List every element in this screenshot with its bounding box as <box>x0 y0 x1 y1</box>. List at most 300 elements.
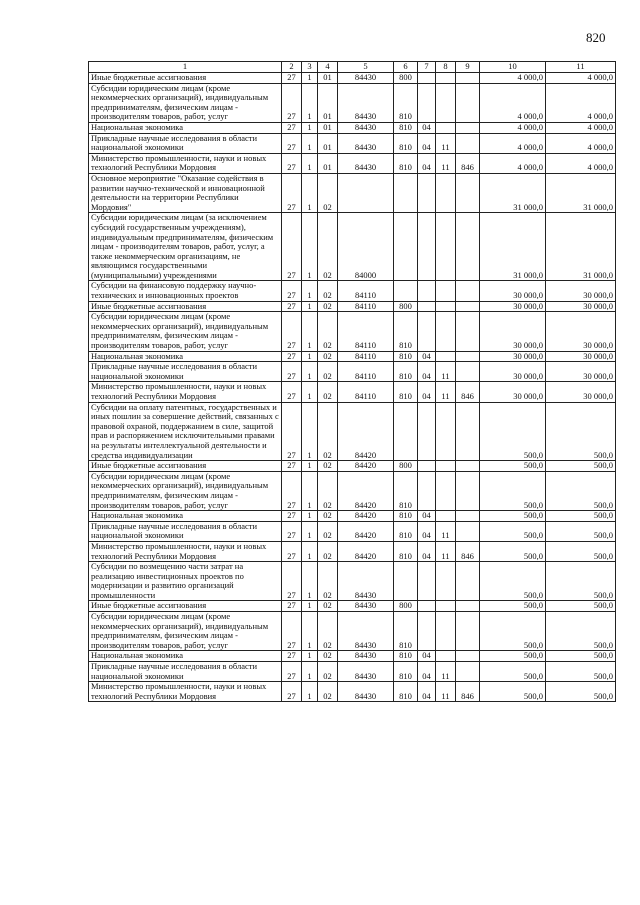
table-row <box>89 133 616 153</box>
code-cell: 1 <box>302 153 318 173</box>
amount-cell: 4 000,0 <box>546 122 616 133</box>
code-cell: 04 <box>418 382 436 402</box>
code-cell: 800 <box>394 601 418 612</box>
row-name-cell: Прикладные научные исследования в области национальной экономики <box>89 521 282 541</box>
amount-cell: 30 000,0 <box>480 301 546 312</box>
code-cell <box>418 461 436 472</box>
code-cell: 800 <box>394 73 418 84</box>
code-cell: 810 <box>394 682 418 702</box>
column-header: 5 <box>338 62 394 73</box>
code-cell <box>436 213 456 281</box>
row-name-cell: Национальная экономика <box>89 651 282 662</box>
code-cell: 1 <box>302 461 318 472</box>
code-cell: 02 <box>318 402 338 461</box>
code-cell: 01 <box>318 133 338 153</box>
code-cell: 810 <box>394 521 418 541</box>
code-cell: 01 <box>318 83 338 122</box>
table-row <box>89 521 616 541</box>
code-cell: 1 <box>302 122 318 133</box>
code-cell: 27 <box>282 521 302 541</box>
column-header: 1 <box>89 62 282 73</box>
code-cell: 846 <box>456 153 480 173</box>
code-cell <box>418 612 436 651</box>
column-header: 9 <box>456 62 480 73</box>
row-name-cell: Министерство промышленности, науки и новых технологий Республики Мордовия <box>89 153 282 173</box>
code-cell: 04 <box>418 153 436 173</box>
code-cell <box>418 471 436 510</box>
code-cell: 810 <box>394 541 418 561</box>
amount-cell: 500,0 <box>480 402 546 461</box>
code-cell: 1 <box>302 173 318 212</box>
code-cell: 1 <box>302 73 318 84</box>
amount-cell: 30 000,0 <box>480 351 546 362</box>
row-name-cell: Прикладные научные исследования в области национальной экономики <box>89 133 282 153</box>
code-cell: 27 <box>282 213 302 281</box>
column-header: 10 <box>480 62 546 73</box>
table-row <box>89 651 616 662</box>
amount-cell: 500,0 <box>546 511 616 522</box>
code-cell <box>418 601 436 612</box>
amount-cell: 4 000,0 <box>480 133 546 153</box>
code-cell: 02 <box>318 601 338 612</box>
row-name-cell: Иные бюджетные ассигнования <box>89 301 282 312</box>
row-name-cell: Основное мероприятие "Оказание содействия в развитии научно-технической и инновационной деятельности на территории Республики Мордовия" <box>89 173 282 212</box>
code-cell: 846 <box>456 382 480 402</box>
amount-cell: 30 000,0 <box>546 351 616 362</box>
amount-cell: 4 000,0 <box>480 73 546 84</box>
code-cell <box>456 471 480 510</box>
code-cell: 1 <box>302 402 318 461</box>
code-cell: 1 <box>302 213 318 281</box>
code-cell <box>418 312 436 351</box>
column-header: 11 <box>546 62 616 73</box>
code-cell: 810 <box>394 382 418 402</box>
table-row <box>89 612 616 651</box>
row-name-cell: Субсидии юридическим лицам (кроме некоммерческих организаций), индивидуальным предпринимателям, физическим лицам - производителям товаров, работ, услуг <box>89 612 282 651</box>
code-cell: 04 <box>418 521 436 541</box>
table-row <box>89 562 616 601</box>
code-cell: 84430 <box>338 651 394 662</box>
code-cell: 84420 <box>338 541 394 561</box>
code-cell: 11 <box>436 541 456 561</box>
row-name-cell: Субсидии юридическим лицам (кроме некоммерческих организаций), индивидуальным предпринимателям, физическим лицам - производителям товаров, работ, услуг <box>89 471 282 510</box>
code-cell: 04 <box>418 351 436 362</box>
code-cell <box>456 461 480 472</box>
row-name-cell: Субсидии юридическим лицам (за исключением субсидий государственным учреждениям), индивидуальным предпринимателям, физическим лицам - производителям товаров, работ, услуг, а также некоммерческим организациям, не являющимся государственными (муниципальными) учреждениями <box>89 213 282 281</box>
code-cell: 846 <box>456 541 480 561</box>
code-cell: 1 <box>302 301 318 312</box>
amount-cell: 4 000,0 <box>546 153 616 173</box>
row-name-cell: Прикладные научные исследования в области национальной экономики <box>89 362 282 382</box>
code-cell: 1 <box>302 133 318 153</box>
code-cell <box>418 73 436 84</box>
code-cell <box>456 173 480 212</box>
code-cell <box>456 562 480 601</box>
code-cell: 27 <box>282 662 302 682</box>
amount-cell: 500,0 <box>480 612 546 651</box>
code-cell: 27 <box>282 471 302 510</box>
header-row <box>89 62 616 73</box>
code-cell <box>456 73 480 84</box>
code-cell <box>436 612 456 651</box>
code-cell: 11 <box>436 682 456 702</box>
code-cell <box>418 301 436 312</box>
code-cell: 1 <box>302 362 318 382</box>
code-cell <box>418 83 436 122</box>
table-row <box>89 662 616 682</box>
code-cell: 1 <box>302 281 318 301</box>
code-cell: 27 <box>282 541 302 561</box>
code-cell: 1 <box>302 651 318 662</box>
code-cell: 02 <box>318 362 338 382</box>
amount-cell: 31 000,0 <box>546 213 616 281</box>
code-cell <box>394 281 418 301</box>
code-cell: 84110 <box>338 351 394 362</box>
code-cell: 1 <box>302 612 318 651</box>
code-cell: 02 <box>318 213 338 281</box>
code-cell: 1 <box>302 521 318 541</box>
code-cell: 27 <box>282 382 302 402</box>
code-cell: 84430 <box>338 73 394 84</box>
code-cell: 810 <box>394 471 418 510</box>
code-cell <box>394 173 418 212</box>
code-cell: 27 <box>282 351 302 362</box>
code-cell: 04 <box>418 651 436 662</box>
code-cell: 84420 <box>338 471 394 510</box>
table-row <box>89 281 616 301</box>
code-cell: 27 <box>282 461 302 472</box>
column-header: 2 <box>282 62 302 73</box>
code-cell <box>456 511 480 522</box>
code-cell <box>436 312 456 351</box>
code-cell <box>456 362 480 382</box>
column-header: 3 <box>302 62 318 73</box>
code-cell: 02 <box>318 562 338 601</box>
code-cell <box>456 83 480 122</box>
amount-cell: 4 000,0 <box>480 122 546 133</box>
code-cell: 02 <box>318 651 338 662</box>
code-cell: 84420 <box>338 461 394 472</box>
row-name-cell: Иные бюджетные ассигнования <box>89 601 282 612</box>
amount-cell: 500,0 <box>480 601 546 612</box>
amount-cell: 31 000,0 <box>480 173 546 212</box>
code-cell: 04 <box>418 122 436 133</box>
table-row <box>89 301 616 312</box>
code-cell <box>418 213 436 281</box>
row-name-cell: Министерство промышленности, науки и новых технологий Республики Мордовия <box>89 682 282 702</box>
code-cell: 27 <box>282 281 302 301</box>
code-cell: 84430 <box>338 562 394 601</box>
code-cell <box>456 402 480 461</box>
code-cell: 1 <box>302 662 318 682</box>
code-cell <box>394 562 418 601</box>
table-body <box>89 73 616 702</box>
code-cell <box>456 213 480 281</box>
table-row <box>89 511 616 522</box>
code-cell: 01 <box>318 73 338 84</box>
row-name-cell: Субсидии по возмещению части затрат на реализацию инвестиционных проектов по модернизации и развитию организаций промышленности <box>89 562 282 601</box>
table-row <box>89 83 616 122</box>
code-cell: 84110 <box>338 281 394 301</box>
code-cell: 02 <box>318 461 338 472</box>
code-cell: 02 <box>318 662 338 682</box>
code-cell <box>436 562 456 601</box>
row-name-cell: Министерство промышленности, науки и новых технологий Республики Мордовия <box>89 382 282 402</box>
amount-cell: 4 000,0 <box>480 83 546 122</box>
code-cell: 04 <box>418 362 436 382</box>
table-row <box>89 362 616 382</box>
row-name-cell: Министерство промышленности, науки и новых технологий Республики Мордовия <box>89 541 282 561</box>
code-cell: 04 <box>418 133 436 153</box>
code-cell: 84110 <box>338 301 394 312</box>
code-cell: 846 <box>456 682 480 702</box>
amount-cell: 500,0 <box>546 601 616 612</box>
amount-cell: 500,0 <box>546 682 616 702</box>
code-cell <box>436 471 456 510</box>
code-cell <box>338 173 394 212</box>
amount-cell: 500,0 <box>546 521 616 541</box>
code-cell <box>394 213 418 281</box>
code-cell: 02 <box>318 471 338 510</box>
table-row <box>89 153 616 173</box>
amount-cell: 500,0 <box>546 402 616 461</box>
row-name-cell: Субсидии на оплату патентных, государственных и иных пошлин за совершение действий, связанных с правовой охраной, поддержанием в силе, защитой прав и распоряжением исключительными правами на результаты интеллектуальной деятельности и средства индивидуализации <box>89 402 282 461</box>
code-cell: 810 <box>394 312 418 351</box>
code-cell: 02 <box>318 351 338 362</box>
amount-cell: 30 000,0 <box>480 281 546 301</box>
code-cell <box>436 402 456 461</box>
code-cell: 01 <box>318 122 338 133</box>
code-cell: 27 <box>282 133 302 153</box>
amount-cell: 500,0 <box>546 651 616 662</box>
row-name-cell: Национальная экономика <box>89 122 282 133</box>
amount-cell: 30 000,0 <box>480 362 546 382</box>
code-cell: 27 <box>282 682 302 702</box>
code-cell: 04 <box>418 662 436 682</box>
code-cell: 810 <box>394 651 418 662</box>
code-cell: 27 <box>282 651 302 662</box>
amount-cell: 500,0 <box>546 541 616 561</box>
code-cell: 810 <box>394 612 418 651</box>
row-name-cell: Иные бюджетные ассигнования <box>89 73 282 84</box>
code-cell: 27 <box>282 601 302 612</box>
column-header: 8 <box>436 62 456 73</box>
code-cell: 27 <box>282 83 302 122</box>
code-cell: 84430 <box>338 122 394 133</box>
code-cell: 810 <box>394 351 418 362</box>
code-cell <box>456 133 480 153</box>
amount-cell: 30 000,0 <box>480 312 546 351</box>
table-row <box>89 601 616 612</box>
code-cell: 1 <box>302 601 318 612</box>
code-cell <box>436 173 456 212</box>
code-cell: 02 <box>318 521 338 541</box>
code-cell: 810 <box>394 511 418 522</box>
code-cell: 04 <box>418 682 436 702</box>
amount-cell: 4 000,0 <box>546 73 616 84</box>
table-row <box>89 682 616 702</box>
amount-cell: 30 000,0 <box>546 301 616 312</box>
code-cell <box>394 402 418 461</box>
code-cell: 84430 <box>338 133 394 153</box>
amount-cell: 4 000,0 <box>546 83 616 122</box>
code-cell: 02 <box>318 382 338 402</box>
amount-cell: 31 000,0 <box>480 213 546 281</box>
amount-cell: 500,0 <box>546 662 616 682</box>
row-name-cell: Прикладные научные исследования в области национальной экономики <box>89 662 282 682</box>
code-cell: 810 <box>394 662 418 682</box>
row-name-cell: Иные бюджетные ассигнования <box>89 461 282 472</box>
code-cell: 02 <box>318 511 338 522</box>
row-name-cell: Национальная экономика <box>89 511 282 522</box>
code-cell: 1 <box>302 83 318 122</box>
amount-cell: 30 000,0 <box>546 281 616 301</box>
code-cell <box>456 662 480 682</box>
code-cell: 810 <box>394 133 418 153</box>
code-cell <box>436 511 456 522</box>
amount-cell: 500,0 <box>546 612 616 651</box>
amount-cell: 500,0 <box>480 651 546 662</box>
amount-cell: 4 000,0 <box>480 153 546 173</box>
code-cell: 27 <box>282 402 302 461</box>
row-name-cell: Субсидии на финансовую поддержку научно-технических и инновационных проектов <box>89 281 282 301</box>
amount-cell: 500,0 <box>480 541 546 561</box>
code-cell <box>456 651 480 662</box>
code-cell: 1 <box>302 682 318 702</box>
code-cell: 01 <box>318 153 338 173</box>
amount-cell: 30 000,0 <box>546 312 616 351</box>
amount-cell: 500,0 <box>480 662 546 682</box>
code-cell <box>456 281 480 301</box>
table-row <box>89 471 616 510</box>
table-row <box>89 461 616 472</box>
code-cell <box>456 312 480 351</box>
code-cell: 11 <box>436 662 456 682</box>
code-cell: 02 <box>318 541 338 561</box>
amount-cell: 500,0 <box>480 562 546 601</box>
code-cell: 27 <box>282 362 302 382</box>
code-cell <box>436 281 456 301</box>
code-cell: 1 <box>302 562 318 601</box>
amount-cell: 500,0 <box>480 471 546 510</box>
amount-cell: 30 000,0 <box>546 382 616 402</box>
code-cell: 84000 <box>338 213 394 281</box>
code-cell: 11 <box>436 382 456 402</box>
code-cell: 84430 <box>338 153 394 173</box>
amount-cell: 500,0 <box>480 521 546 541</box>
code-cell <box>436 601 456 612</box>
table-row <box>89 541 616 561</box>
code-cell: 810 <box>394 122 418 133</box>
code-cell: 11 <box>436 521 456 541</box>
code-cell <box>456 301 480 312</box>
amount-cell: 31 000,0 <box>546 173 616 212</box>
code-cell <box>436 651 456 662</box>
code-cell <box>418 281 436 301</box>
code-cell: 27 <box>282 612 302 651</box>
code-cell <box>436 83 456 122</box>
code-cell: 84110 <box>338 382 394 402</box>
row-name-cell: Субсидии юридическим лицам (кроме некоммерческих организаций), индивидуальным предпринимателям, физическим лицам - производителям товаров, работ, услуг <box>89 312 282 351</box>
code-cell: 84430 <box>338 601 394 612</box>
code-cell: 02 <box>318 312 338 351</box>
code-cell <box>456 601 480 612</box>
code-cell: 27 <box>282 122 302 133</box>
amount-cell: 500,0 <box>546 471 616 510</box>
code-cell: 800 <box>394 301 418 312</box>
code-cell <box>418 173 436 212</box>
page-number: 820 <box>586 30 606 45</box>
code-cell: 11 <box>436 153 456 173</box>
budget-table <box>88 61 616 702</box>
code-cell: 27 <box>282 312 302 351</box>
table-row <box>89 351 616 362</box>
amount-cell: 500,0 <box>546 562 616 601</box>
amount-cell: 30 000,0 <box>546 362 616 382</box>
table-row <box>89 122 616 133</box>
code-cell: 810 <box>394 362 418 382</box>
code-cell: 1 <box>302 312 318 351</box>
code-cell <box>456 122 480 133</box>
table-row <box>89 73 616 84</box>
table-row <box>89 213 616 281</box>
code-cell <box>418 402 436 461</box>
code-cell: 02 <box>318 301 338 312</box>
code-cell: 1 <box>302 511 318 522</box>
table-row <box>89 312 616 351</box>
amount-cell: 4 000,0 <box>546 133 616 153</box>
code-cell <box>436 461 456 472</box>
code-cell: 27 <box>282 301 302 312</box>
code-cell: 04 <box>418 541 436 561</box>
code-cell: 1 <box>302 382 318 402</box>
code-cell: 810 <box>394 83 418 122</box>
code-cell: 02 <box>318 173 338 212</box>
column-header: 7 <box>418 62 436 73</box>
code-cell: 84430 <box>338 83 394 122</box>
code-cell: 02 <box>318 281 338 301</box>
amount-cell: 500,0 <box>480 511 546 522</box>
code-cell <box>456 521 480 541</box>
code-cell: 27 <box>282 173 302 212</box>
code-cell: 27 <box>282 511 302 522</box>
table-row <box>89 382 616 402</box>
code-cell: 84110 <box>338 362 394 382</box>
column-header: 4 <box>318 62 338 73</box>
code-cell <box>456 612 480 651</box>
row-name-cell: Субсидии юридическим лицам (кроме некоммерческих организаций), индивидуальным предпринимателям, физическим лицам - производителям товаров, работ, услуг <box>89 83 282 122</box>
code-cell: 04 <box>418 511 436 522</box>
amount-cell: 500,0 <box>480 682 546 702</box>
amount-cell: 500,0 <box>546 461 616 472</box>
amount-cell: 500,0 <box>480 461 546 472</box>
code-cell: 27 <box>282 562 302 601</box>
code-cell: 11 <box>436 133 456 153</box>
code-cell: 1 <box>302 471 318 510</box>
code-cell: 02 <box>318 612 338 651</box>
code-cell <box>456 351 480 362</box>
code-cell: 84420 <box>338 511 394 522</box>
column-header: 6 <box>394 62 418 73</box>
code-cell: 02 <box>318 682 338 702</box>
code-cell: 84430 <box>338 612 394 651</box>
code-cell: 800 <box>394 461 418 472</box>
amount-cell: 30 000,0 <box>480 382 546 402</box>
code-cell: 84420 <box>338 521 394 541</box>
code-cell <box>418 562 436 601</box>
code-cell: 810 <box>394 153 418 173</box>
code-cell: 1 <box>302 351 318 362</box>
